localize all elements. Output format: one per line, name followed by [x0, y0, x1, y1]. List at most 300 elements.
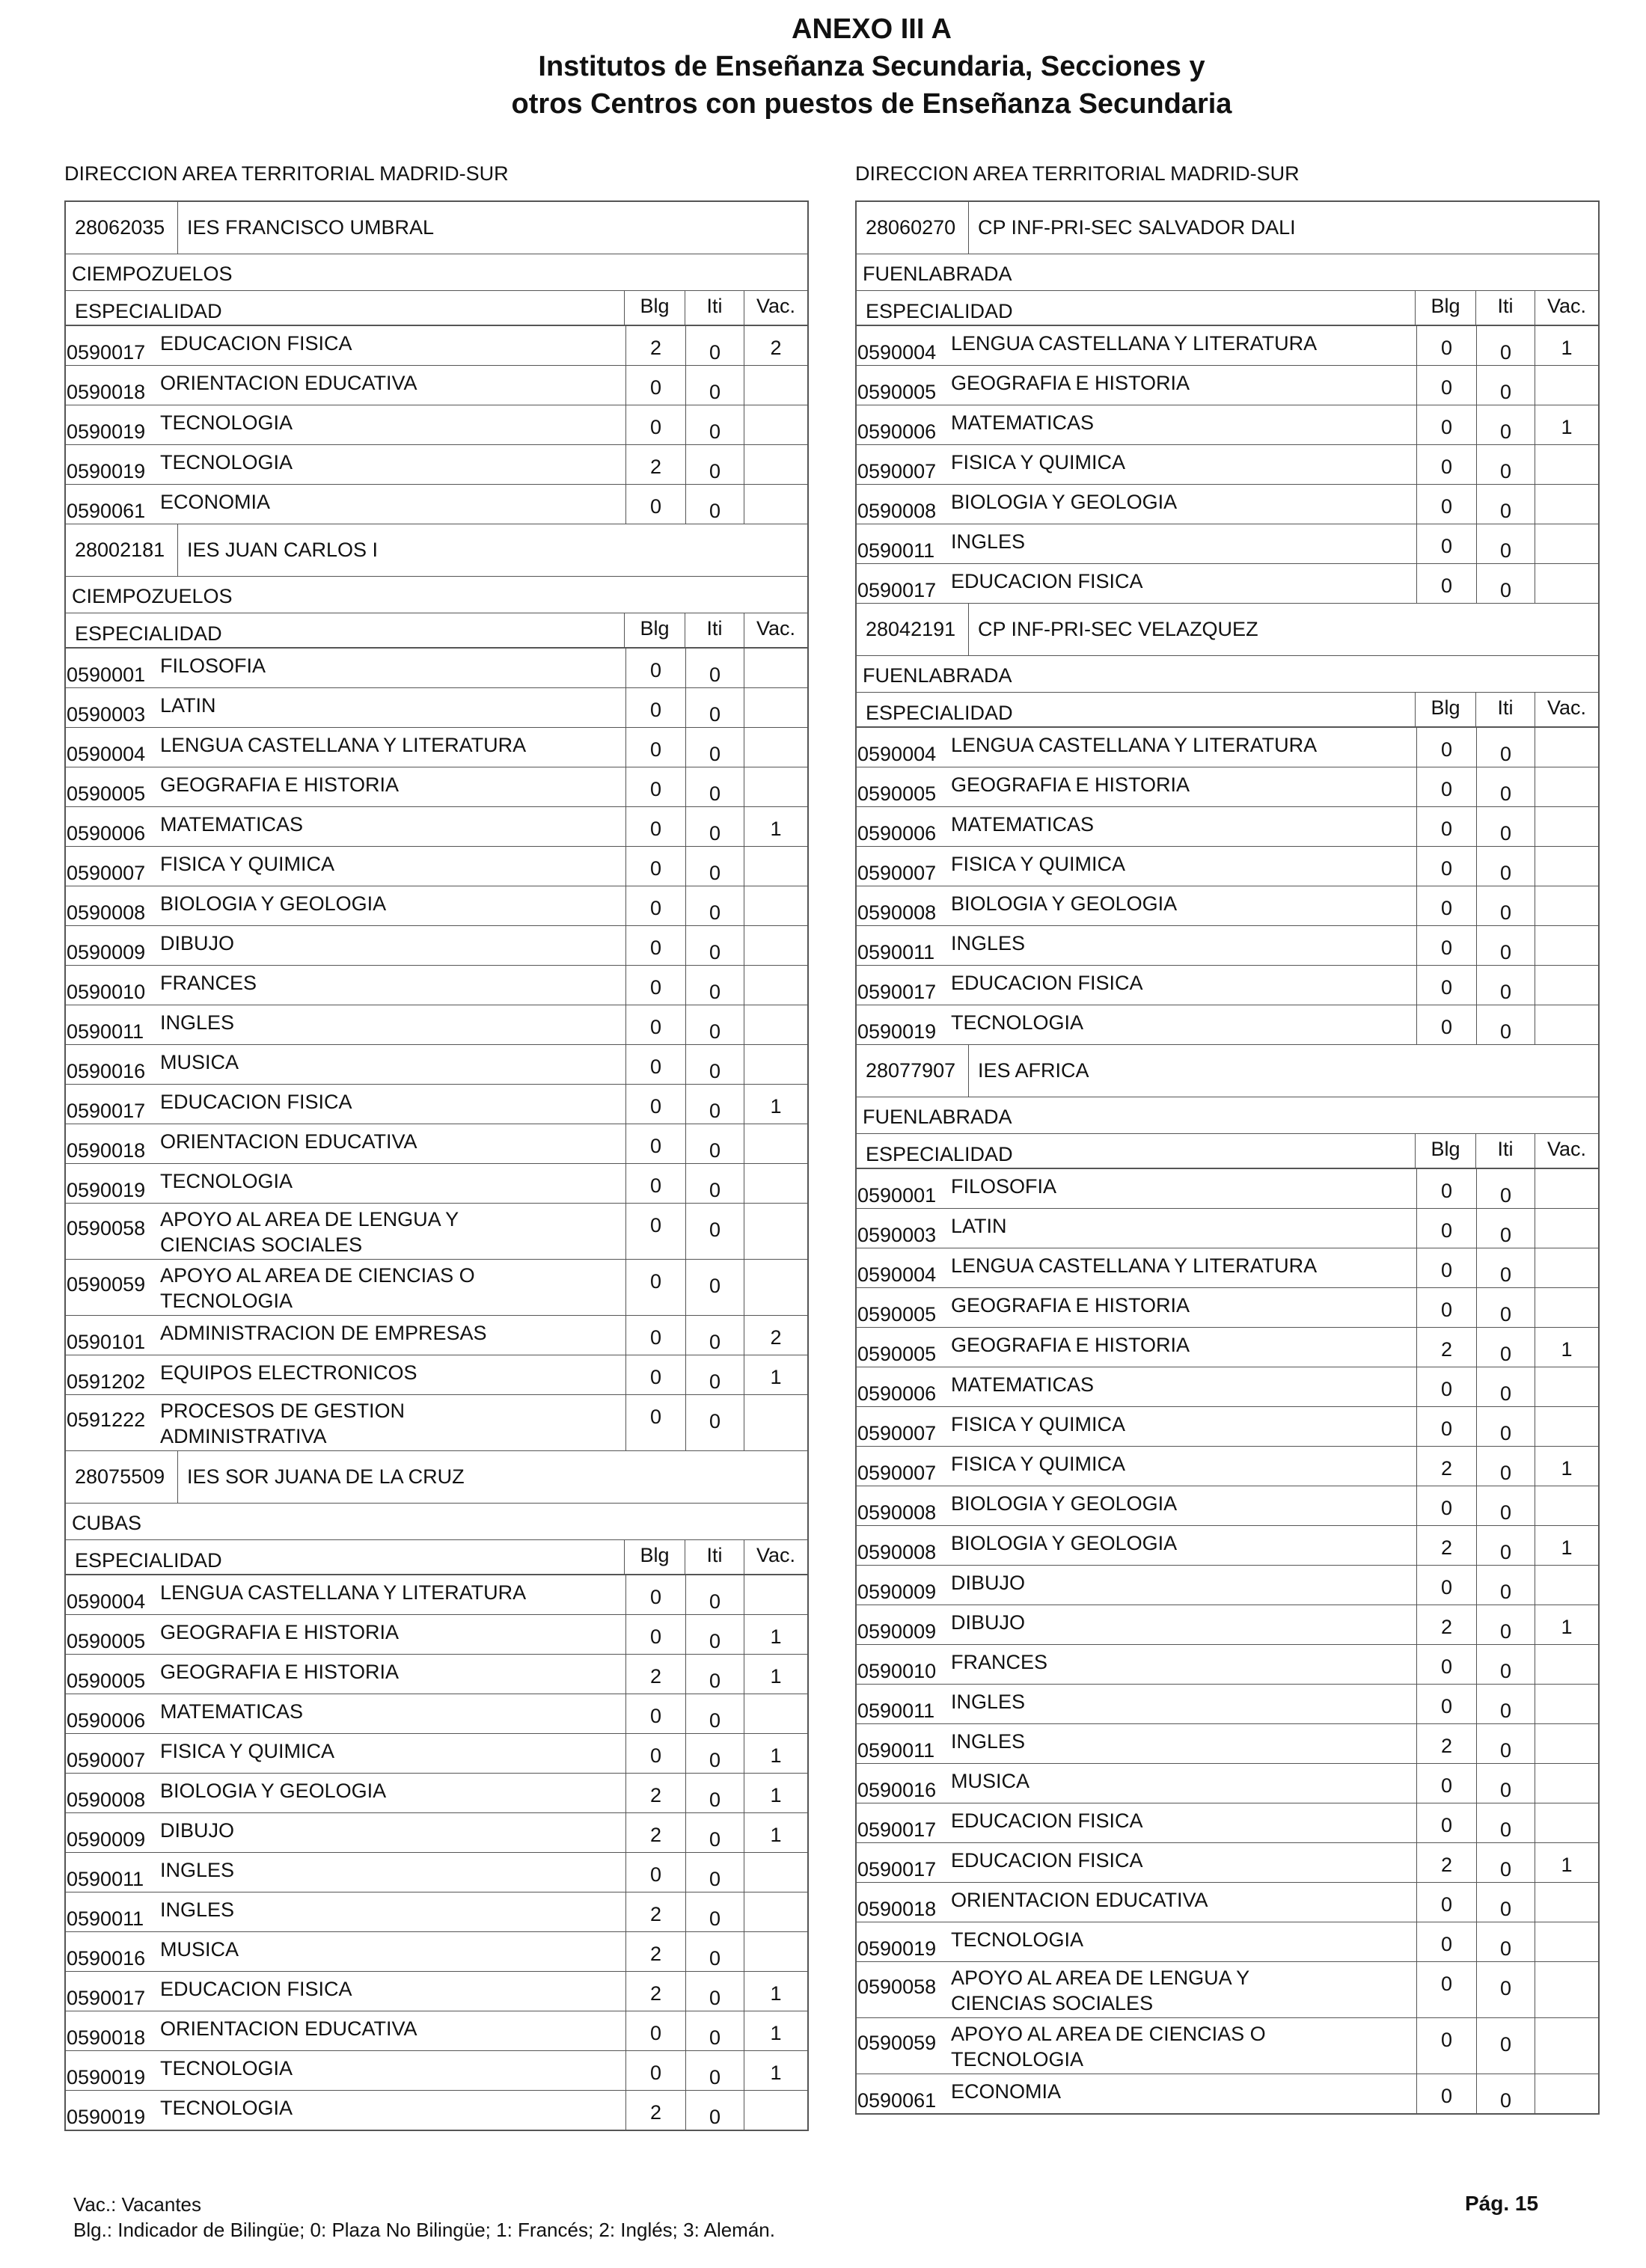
blg-value: 0 [626, 1085, 686, 1124]
specialty-cell [66, 767, 626, 806]
specialty-name: TECNOLOGIA [160, 2097, 293, 2119]
iti-value: 0 [686, 1085, 744, 1124]
specialty-name: FISICA Y QUIMICA [951, 451, 1126, 473]
center-code: 28042191 [857, 604, 969, 655]
specialty-name: APOYO AL AREA DE LENGUA Y [160, 1208, 459, 1230]
vac-value [1535, 524, 1598, 563]
specialty-name-cell [160, 886, 625, 925]
blg-value: 0 [626, 485, 686, 524]
specialty-name-cell [951, 1526, 1416, 1565]
iti-value: 0 [686, 2051, 744, 2090]
specialty-code: 0590004 [857, 1263, 937, 1286]
specialty-name: LATIN [160, 694, 216, 717]
blg-value: 0 [626, 1694, 686, 1733]
specialty-cell [66, 405, 626, 444]
specialty-name: INGLES [160, 1011, 235, 1034]
iti-value: 0 [1477, 524, 1535, 563]
specialty-name: EDUCACION FISICA [160, 332, 352, 355]
specialty-code: 0590011 [67, 1020, 144, 1043]
specialty-name-cell [160, 767, 625, 806]
specialty-header-row [857, 1134, 1598, 1169]
specialty-name: MUSICA [160, 1051, 239, 1073]
iti-value: 0 [686, 966, 744, 1005]
blg-value: 0 [1417, 2074, 1477, 2113]
specialty-code: 0590003 [857, 1224, 937, 1246]
vac-value [1535, 1803, 1598, 1842]
iti-value: 0 [686, 1813, 744, 1852]
vac-value: 2 [770, 337, 782, 359]
vac-value: 1 [1561, 416, 1573, 438]
specialty-name: MUSICA [951, 1770, 1030, 1792]
specialty-name-cell [160, 807, 625, 846]
table-row [66, 728, 807, 767]
specialty-cell [857, 1288, 1417, 1327]
area-title: DIRECCION AREA TERRITORIAL MADRID-SUR [855, 162, 1300, 185]
table-row [857, 1288, 1598, 1328]
blg-value: 0 [626, 1853, 686, 1892]
iti-value: 0 [1477, 966, 1535, 1005]
footer-legend [73, 2192, 775, 2243]
specialty-header-row [66, 613, 807, 649]
iti-value: 0 [686, 1204, 744, 1259]
iti-value: 0 [1477, 1486, 1535, 1525]
specialty-name-cell [951, 1447, 1416, 1486]
specialty-name: LENGUA CASTELLANA Y LITERATURA [160, 734, 527, 756]
specialty-name-cell [951, 886, 1416, 925]
vac-value: 1 [770, 1824, 782, 1846]
iti-value: 0 [1477, 366, 1535, 405]
specialty-cell [857, 1447, 1417, 1486]
specialty-name: FRANCES [951, 1651, 1048, 1673]
specialty-name: INGLES [951, 1691, 1026, 1713]
iti-value: 0 [1477, 564, 1535, 603]
specialty-name: EDUCACION FISICA [951, 570, 1143, 592]
specialty-name: EDUCACION FISICA [160, 1091, 352, 1113]
specialty-code: 0590018 [67, 381, 146, 403]
specialty-name-cell [951, 1209, 1416, 1248]
iti-value: 0 [1477, 1005, 1535, 1044]
table-row [857, 1843, 1598, 1883]
header-iti: Iti [685, 613, 744, 647]
specialty-name-cell [951, 847, 1416, 886]
iti-value: 0 [686, 807, 744, 846]
specialty-code: 0590016 [857, 1779, 937, 1801]
document-subtitle-line1: Institutos de Enseñanza Secundaria, Secciones y [538, 51, 1205, 82]
table-row [857, 1764, 1598, 1803]
specialty-name-cell [951, 1764, 1416, 1803]
blg-value: 0 [626, 847, 686, 886]
specialty-code: 0590016 [67, 1947, 146, 1970]
iti-value: 0 [686, 366, 744, 405]
iti-value: 0 [686, 1615, 744, 1654]
table-row [857, 926, 1598, 966]
vac-value [1535, 2074, 1598, 2113]
vac-value [1535, 1685, 1598, 1723]
specialty-name-cell [951, 1367, 1416, 1406]
table-row [857, 366, 1598, 405]
table-row [66, 1085, 807, 1124]
specialty-code: 0590008 [67, 1789, 146, 1811]
specialty-code: 0591222 [67, 1409, 146, 1431]
specialty-code: 0590010 [857, 1660, 937, 1682]
specialty-cell [857, 1566, 1417, 1605]
center-name: IES SOR JUANA DE LA CRUZ [187, 1465, 465, 1488]
center-code: 28062035 [66, 202, 178, 254]
table-row [66, 1124, 807, 1164]
vac-value [744, 405, 807, 444]
specialty-code: 0590011 [67, 1907, 144, 1930]
specialty-name: EDUCACION FISICA [160, 1978, 352, 2000]
iti-value: 0 [1477, 1169, 1535, 1208]
specialty-name-cell [951, 445, 1416, 484]
header-iti: Iti [1476, 693, 1535, 726]
vac-value [744, 1204, 807, 1259]
vac-value [744, 1853, 807, 1892]
center-town: CIEMPOZUELOS [66, 577, 807, 613]
vac-value: 1 [1561, 337, 1573, 359]
blg-value: 0 [1417, 405, 1477, 444]
specialty-name-cell [951, 1724, 1416, 1763]
vac-value [744, 1395, 807, 1450]
specialty-cell [857, 1526, 1417, 1565]
table-row [66, 1694, 807, 1734]
blg-value: 0 [1417, 326, 1477, 365]
blg-value: 0 [626, 1355, 686, 1394]
vac-value [744, 847, 807, 886]
table-row [857, 2074, 1598, 2114]
left-column [64, 157, 809, 2131]
iti-value: 0 [686, 1734, 744, 1773]
specialty-code: 0590006 [857, 822, 937, 845]
specialty-name-cell [160, 926, 625, 965]
table-row [66, 767, 807, 807]
vac-value [744, 649, 807, 687]
blg-value: 0 [626, 807, 686, 846]
specialty-name: GEOGRAFIA E HISTORIA [951, 1334, 1190, 1356]
table-row [66, 1892, 807, 1932]
specialty-cell [857, 366, 1417, 405]
blg-value: 0 [1417, 1685, 1477, 1723]
iti-value: 0 [1477, 1447, 1535, 1486]
specialty-cell [857, 966, 1417, 1005]
blg-value: 0 [626, 886, 686, 925]
vac-value [1535, 2018, 1598, 2074]
specialty-name-cell [160, 2091, 625, 2130]
header-especialidad: ESPECIALIDAD [857, 1134, 1416, 1168]
vac-value [1535, 926, 1598, 965]
specialty-cell [857, 1962, 1417, 2017]
specialty-cell [857, 1328, 1417, 1367]
vac-value [1535, 1645, 1598, 1684]
iti-value: 0 [686, 1316, 744, 1355]
specialty-code: 0590017 [67, 1987, 146, 2009]
specialty-name: BIOLOGIA Y GEOLOGIA [951, 1532, 1178, 1554]
header-especialidad: ESPECIALIDAD [857, 291, 1416, 325]
vac-value [744, 1164, 807, 1203]
specialty-code: 0590059 [67, 1273, 146, 1296]
vac-value [744, 445, 807, 484]
iti-value: 0 [1477, 1526, 1535, 1565]
specialty-name-cell [160, 649, 625, 687]
specialty-code: 0590008 [857, 901, 937, 924]
specialty-name-cell [160, 445, 625, 484]
iti-value: 0 [686, 767, 744, 806]
iti-value: 0 [686, 2091, 744, 2130]
iti-value: 0 [686, 1045, 744, 1084]
blg-value: 0 [626, 688, 686, 727]
header-blg: Blg [625, 1540, 685, 1574]
table-row [66, 1813, 807, 1853]
specialty-name-cell [951, 1328, 1416, 1367]
specialty-name-cell [951, 767, 1416, 806]
specialty-name-cell [951, 485, 1416, 524]
specialty-name-cell [951, 728, 1416, 767]
specialty-code: 0590058 [67, 1217, 146, 1239]
vac-value: 2 [770, 1326, 782, 1349]
specialty-name-cell [951, 1486, 1416, 1525]
header-blg: Blg [1416, 291, 1476, 325]
specialty-name: EQUIPOS ELECTRONICOS [160, 1361, 417, 1384]
vac-value: 1 [770, 1982, 782, 2005]
iti-value: 0 [1477, 445, 1535, 484]
iti-value: 0 [1477, 1248, 1535, 1287]
iti-value: 0 [686, 1892, 744, 1931]
blg-value: 0 [1417, 1209, 1477, 1248]
table-row [66, 366, 807, 405]
specialty-code: 0590011 [857, 1700, 935, 1722]
center-header [857, 604, 1598, 656]
iti-value: 0 [1477, 1328, 1535, 1367]
specialty-name-cell [160, 485, 625, 524]
specialty-header-row [857, 291, 1598, 326]
blg-value: 0 [626, 1395, 686, 1450]
specialty-name-cell [951, 524, 1416, 563]
blg-value: 2 [626, 1972, 686, 2011]
specialty-name-cell [951, 1922, 1416, 1961]
vac-value [1535, 1407, 1598, 1446]
specialty-cell [857, 847, 1417, 886]
header-vac: Vac. [1546, 1138, 1587, 1160]
table-row [857, 966, 1598, 1005]
header-blg: Blg [625, 291, 685, 325]
vac-value [1535, 1169, 1598, 1208]
table-row [66, 1316, 807, 1355]
vac-value [1535, 886, 1598, 925]
specialty-cell [66, 1355, 626, 1394]
specialty-code: 0590005 [67, 782, 146, 805]
specialty-code: 0590059 [857, 2032, 937, 2054]
center-name: CP INF-PRI-SEC VELAZQUEZ [978, 618, 1258, 640]
specialty-cell [66, 1892, 626, 1931]
table-row [857, 445, 1598, 485]
vac-value [1535, 1883, 1598, 1922]
specialty-cell [857, 1005, 1417, 1044]
specialty-name: BIOLOGIA Y GEOLOGIA [160, 892, 387, 915]
specialty-cell [857, 1922, 1417, 1961]
vac-value: 1 [770, 1784, 782, 1806]
specialty-cell [66, 1615, 626, 1654]
table-row [66, 2051, 807, 2091]
blg-value: 2 [626, 2091, 686, 2130]
specialty-name: FISICA Y QUIMICA [951, 853, 1126, 875]
iti-value: 0 [1477, 1843, 1535, 1882]
vac-value: 1 [770, 2022, 782, 2044]
specialty-name: INGLES [951, 530, 1026, 553]
specialty-name: TECNOLOGIA [951, 1011, 1084, 1034]
specialty-cell [66, 2091, 626, 2130]
specialty-name: FISICA Y QUIMICA [160, 853, 335, 875]
iti-value: 0 [1477, 1922, 1535, 1961]
specialty-name-cell [951, 2074, 1416, 2113]
specialty-name: GEOGRAFIA E HISTORIA [160, 1661, 400, 1683]
blg-value: 2 [1417, 1447, 1477, 1486]
specialty-name: MATEMATICAS [951, 411, 1095, 434]
footer-legend-vacantes: Vac.: Vacantes [73, 2193, 202, 2216]
specialty-name: ORIENTACION EDUCATIVA [160, 2017, 417, 2040]
blg-value: 0 [1417, 926, 1477, 965]
specialty-name: EDUCACION FISICA [951, 1849, 1143, 1872]
specialty-code: 0590011 [857, 539, 935, 562]
specialty-cell [66, 1655, 626, 1694]
iti-value: 0 [686, 1655, 744, 1694]
specialty-code: 0590018 [67, 1139, 146, 1162]
vac-value [1535, 1005, 1598, 1044]
specialty-name: FISICA Y QUIMICA [951, 1453, 1126, 1475]
vac-value [744, 966, 807, 1005]
header-blg: Blg [1416, 693, 1476, 726]
vac-value [1535, 728, 1598, 767]
specialty-name-cell [160, 1734, 625, 1773]
iti-value: 0 [686, 485, 744, 524]
specialty-name-cell [160, 2051, 625, 2090]
blg-value: 0 [1417, 1248, 1477, 1287]
blg-value: 0 [626, 1005, 686, 1044]
specialty-name-cell [160, 1395, 625, 1450]
table-row [66, 1615, 807, 1655]
specialty-cell [66, 1316, 626, 1355]
iti-value: 0 [1477, 728, 1535, 767]
vac-value: 1 [1561, 1457, 1573, 1480]
specialty-name-cell [951, 2018, 1416, 2074]
vac-value [744, 1694, 807, 1733]
vac-value: 1 [770, 818, 782, 840]
vac-value [744, 767, 807, 806]
blg-value: 0 [1417, 1883, 1477, 1922]
blg-value: 0 [1417, 366, 1477, 405]
iti-value: 0 [1477, 1288, 1535, 1327]
specialty-cell [66, 326, 626, 365]
specialty-cell [857, 807, 1417, 846]
iti-value: 0 [1477, 926, 1535, 965]
specialty-name-cell [160, 1575, 625, 1614]
specialty-name-cell [160, 1005, 625, 1044]
iti-value: 0 [686, 1124, 744, 1163]
specialty-cell [857, 1367, 1417, 1406]
blg-value: 0 [1417, 1962, 1477, 2017]
specialty-name: MUSICA [160, 1938, 239, 1961]
table-row [66, 405, 807, 445]
iti-value: 0 [686, 1972, 744, 2011]
specialty-name-cell [951, 405, 1416, 444]
specialty-code: 0590006 [857, 420, 937, 443]
specialty-name-cont: TECNOLOGIA [951, 2048, 1084, 2071]
table-row [66, 1853, 807, 1892]
table-row [66, 1395, 807, 1451]
footer-legend-bilingue: Blg.: Indicador de Bilingüe; 0: Plaza No Bilingüe; 1: Francés; 2: Inglés; 3: Alemán. [73, 2219, 775, 2241]
center-code: 28002181 [66, 524, 178, 576]
specialty-name-cell [160, 1892, 625, 1931]
specialty-code: 0590001 [67, 663, 146, 686]
header-iti: Iti [685, 291, 744, 325]
center-name: IES FRANCISCO UMBRAL [187, 216, 435, 239]
specialty-name-cell [160, 405, 625, 444]
specialty-cell [857, 2074, 1417, 2113]
specialty-name-cell [951, 564, 1416, 603]
specialty-name: MATEMATICAS [160, 1700, 304, 1723]
specialty-name-cell [951, 1883, 1416, 1922]
blg-value: 0 [1417, 886, 1477, 925]
specialty-name-cell [951, 966, 1416, 1005]
page-number: Pág. 15 [1465, 2192, 1539, 2215]
specialty-code: 0590010 [67, 981, 146, 1003]
table-row [66, 966, 807, 1005]
specialty-name: ECONOMIA [951, 2080, 1062, 2103]
specialty-name-cell [160, 1204, 625, 1259]
specialty-name-cell [160, 1932, 625, 1971]
table-row [66, 1734, 807, 1774]
specialty-name-cell [951, 1005, 1416, 1044]
vac-value: 1 [770, 1625, 782, 1648]
specialty-code: 0590019 [67, 2066, 146, 2088]
center-header [857, 1045, 1598, 1097]
blg-value: 0 [1417, 807, 1477, 846]
header-vac: Vac. [1546, 295, 1587, 317]
vac-value [1535, 1486, 1598, 1525]
blg-value: 0 [626, 1260, 686, 1315]
specialty-name: GEOGRAFIA E HISTORIA [951, 773, 1190, 796]
iti-value: 0 [686, 688, 744, 727]
specialty-code: 0590005 [857, 782, 937, 805]
vac-value [744, 688, 807, 727]
specialty-name: LATIN [951, 1215, 1007, 1237]
vac-value [1535, 366, 1598, 405]
blg-value: 0 [626, 1045, 686, 1084]
table-row [857, 1005, 1598, 1045]
center-header [66, 1451, 807, 1504]
specialty-name: BIOLOGIA Y GEOLOGIA [160, 1780, 387, 1802]
iti-value: 0 [1477, 2074, 1535, 2113]
table-row [857, 1605, 1598, 1645]
specialty-name-cell [951, 807, 1416, 846]
specialty-name-cell [951, 1685, 1416, 1723]
specialty-code: 0590009 [857, 1581, 937, 1603]
specialty-cell [857, 1883, 1417, 1922]
vac-value [744, 728, 807, 767]
blg-value: 0 [1417, 1005, 1477, 1044]
specialty-code: 0590016 [67, 1060, 146, 1082]
center-header [857, 202, 1598, 254]
specialty-name-cell [951, 1288, 1416, 1327]
specialty-code: 0590004 [857, 341, 937, 364]
specialty-name: EDUCACION FISICA [951, 1809, 1143, 1832]
vac-value [744, 1045, 807, 1084]
iti-value: 0 [686, 326, 744, 365]
vac-value [744, 1260, 807, 1315]
table-row [857, 847, 1598, 886]
table-row [857, 524, 1598, 564]
specialty-cell [66, 1575, 626, 1614]
specialty-name: MATEMATICAS [951, 813, 1095, 836]
